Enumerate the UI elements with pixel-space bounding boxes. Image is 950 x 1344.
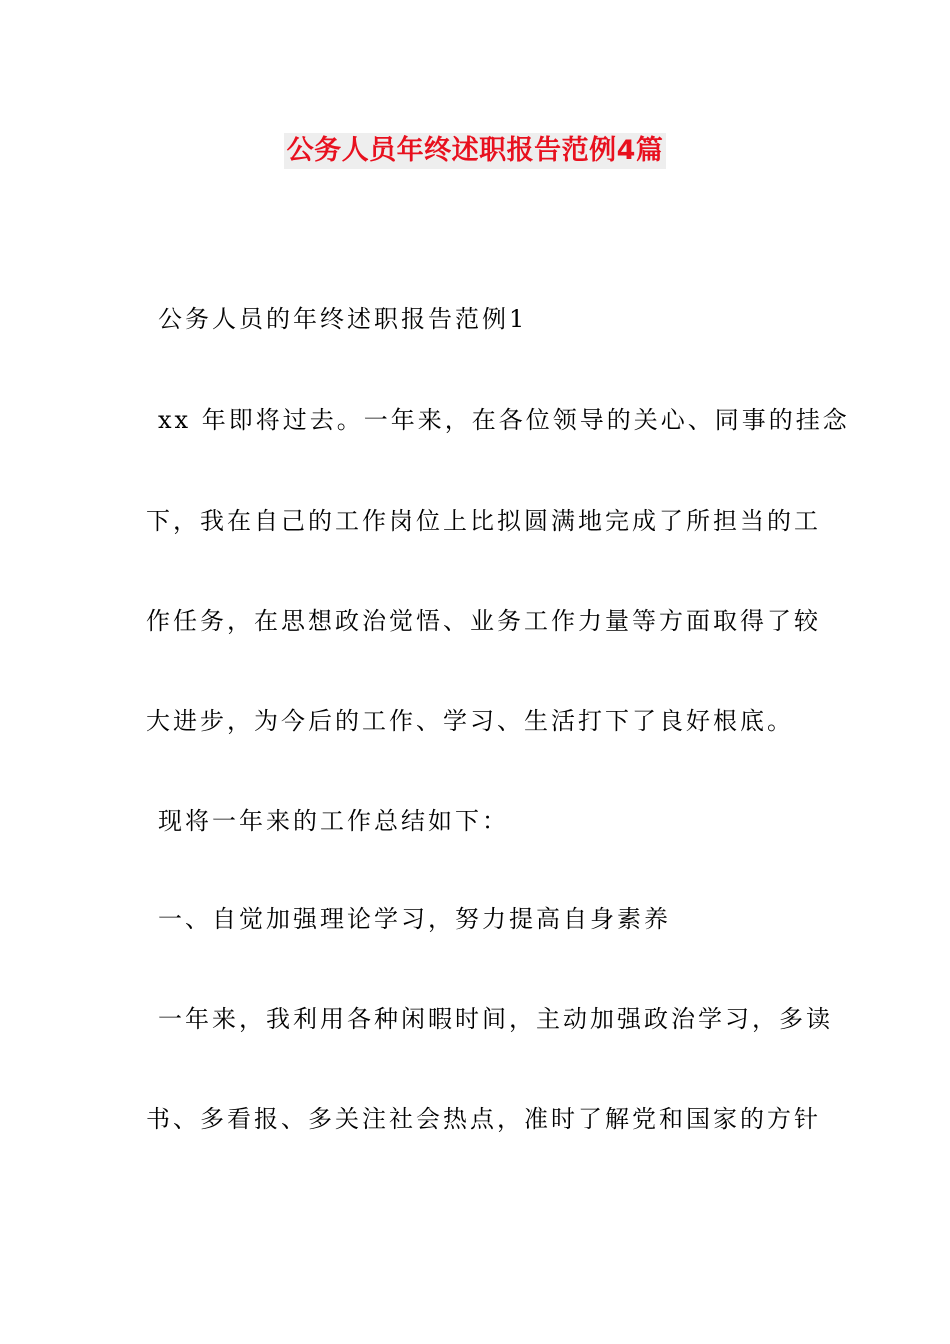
paragraph-line-6: 一年来，我利用各种闲暇时间，主动加强政治学习，多读 <box>158 1005 833 1033</box>
subheading-1: 一、自觉加强理论学习，努力提高自身素养 <box>158 905 671 933</box>
document-title: 公务人员年终述职报告范例4篇 <box>284 133 667 169</box>
paragraph-line-3: 作任务，在思想政治觉悟、业务工作力量等方面取得了较 <box>146 607 821 635</box>
title-container <box>0 133 950 169</box>
section-heading-1: 公务人员的年终述职报告范例1 <box>158 305 528 333</box>
paragraph-line-1: xx 年即将过去。一年来，在各位领导的关心、同事的挂念 <box>158 406 850 434</box>
paragraph-line-7: 书、多看报、多关注社会热点，准时了解党和国家的方针 <box>146 1105 821 1133</box>
paragraph-line-2: 下，我在自己的工作岗位上比拟圆满地完成了所担当的工 <box>146 507 821 535</box>
paragraph-line-5: 现将一年来的工作总结如下： <box>158 807 509 835</box>
paragraph-line-4: 大进步，为今后的工作、学习、生活打下了良好根底。 <box>146 707 794 735</box>
